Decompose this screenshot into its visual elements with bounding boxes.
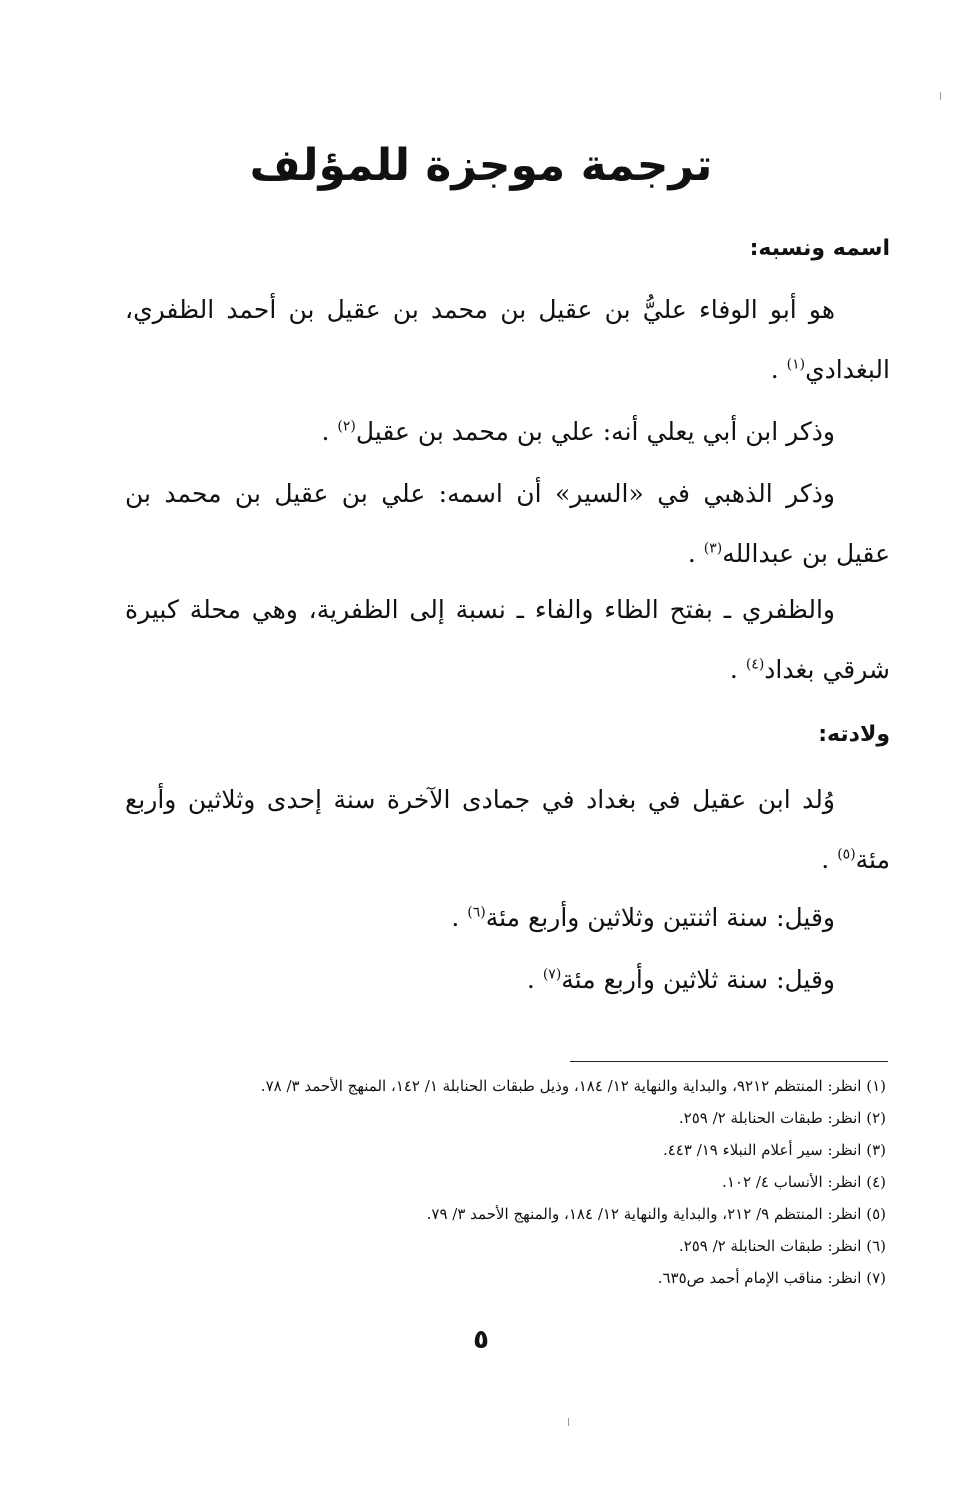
paragraph-text: هو أبو الوفاء عليُّ بن عقيل بن محمد بن عقيل بن أحمد الظفري، البغدادي <box>125 295 890 384</box>
paragraph-text: وذكر ابن أبي يعلي أنه: علي بن محمد بن عقيل <box>355 417 835 446</box>
paragraph-text: والظفري ـ بفتح الظاء والفاء ـ نسبة إلى الظفرية، وهي محلة كبيرة شرقي بغداد <box>125 595 890 684</box>
paragraph <box>125 950 890 1010</box>
footnote-ref: (٦) <box>467 904 486 921</box>
footnotes <box>126 1070 886 1294</box>
footnote: (٥) انظر: المنتظم ٩/ ٢١٢، والبداية والنهاية ١٢/ ١٨٤، والمنهج الأحمد ٣/ ٧٩. <box>426 1205 886 1223</box>
scan-mark <box>940 92 941 100</box>
footnote: (٤) انظر: الأنساب ٤/ ١٠٢. <box>722 1173 886 1191</box>
footnote: (٣) انظر: سير أعلام النبلاء ١٩/ ٤٤٣. <box>662 1141 886 1159</box>
footnote: (٢) انظر: طبقات الحنابلة ٢/ ٢٥٩. <box>678 1109 886 1127</box>
paragraph <box>125 580 890 700</box>
paragraph <box>125 402 890 462</box>
section-heading-name-lineage: اسمه ونسبه: <box>749 236 890 261</box>
page-title: ترجمة موجزة للمؤلف <box>249 140 713 191</box>
footnote-ref: (٥) <box>837 846 856 863</box>
footnote-ref: (٤) <box>745 656 765 673</box>
paragraph <box>125 888 890 948</box>
page-number: ٥ <box>473 1325 489 1355</box>
footnote-ref: (٧) <box>542 966 562 983</box>
paragraph <box>125 464 890 584</box>
footnote-ref: (١) <box>786 356 806 373</box>
paragraph-text: وذكر الذهبي في «السير» أن اسمه: علي بن عقيل بن محمد بن عقيل بن عبدالله <box>125 479 890 568</box>
paragraph-end: . <box>729 655 738 684</box>
paragraph-text: وُلد ابن عقيل في بغداد في جمادى الآخرة سنة إحدى وثلاثين وأربع مئة <box>125 785 890 874</box>
footnote-separator <box>570 1061 888 1062</box>
footnote-ref: (٣) <box>703 540 723 557</box>
paragraph <box>125 770 890 890</box>
footnote: (٧) انظر: مناقب الإمام أحمد ص٦٣٥. <box>657 1269 886 1287</box>
paragraph-end: . <box>526 965 535 994</box>
scan-mark <box>568 1418 569 1426</box>
paragraph-text: وقيل: سنة اثنتين وثلاثين وأربع مئة <box>485 903 835 932</box>
paragraph-end: . <box>451 903 460 932</box>
footnote: (١) انظر: المنتظم ٩٢١٢، والبداية والنهاية ١٢/ ١٨٤، وذيل طبقات الحنابلة ١/ ١٤٢، المنهج الأحمد ٣/ ٧٨. <box>260 1077 886 1095</box>
footnote-ref: (٢) <box>337 418 356 435</box>
paragraph-end: . <box>687 539 696 568</box>
footnote: (٦) انظر: طبقات الحنابلة ٢/ ٢٥٩. <box>678 1237 886 1255</box>
paragraph-end: . <box>770 355 779 384</box>
paragraph-text: وقيل: سنة ثلاثين وأربع مئة <box>561 965 835 994</box>
paragraph-end: . <box>321 417 330 446</box>
paragraph <box>125 280 890 400</box>
paragraph-end: . <box>821 845 830 874</box>
section-heading-birth: ولادته: <box>818 722 890 747</box>
